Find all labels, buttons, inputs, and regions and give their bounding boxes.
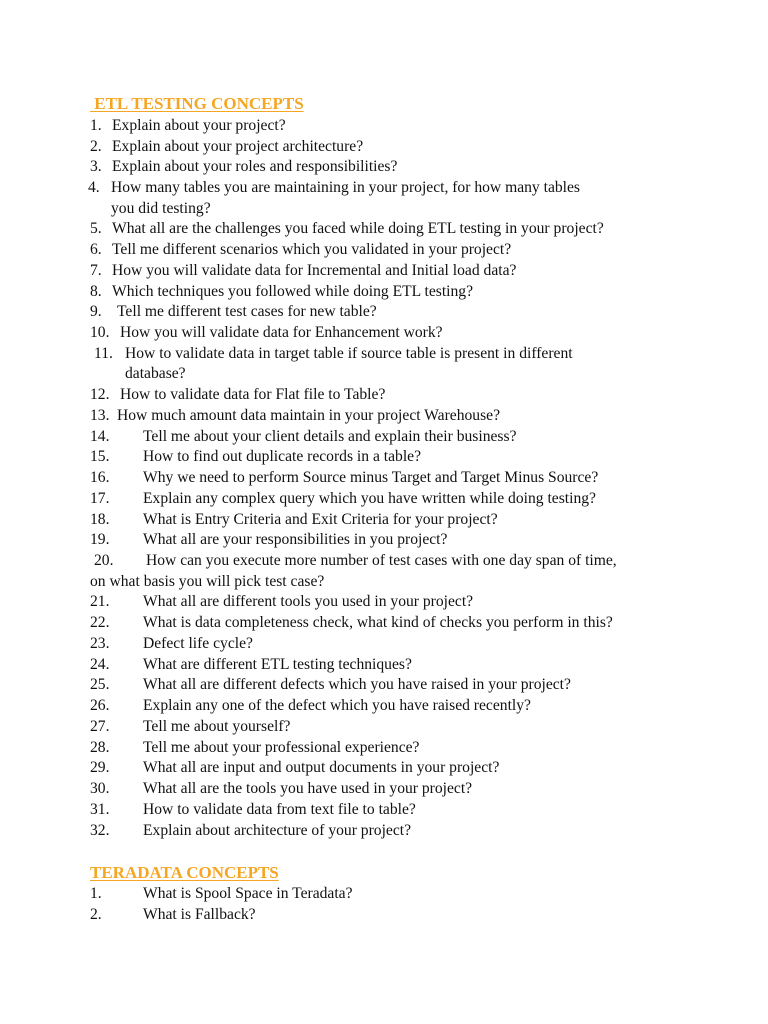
item-number: 22. (90, 614, 110, 631)
list-item (90, 240, 511, 261)
item-text: What is data completeness check, what kind of checks you perform in this? (143, 614, 613, 631)
list-item (90, 323, 443, 344)
item-number: 9. (90, 303, 102, 320)
item-number: 31. (90, 801, 110, 818)
item-number: 6. (90, 241, 102, 258)
item-text: Tell me about your professional experience? (143, 739, 420, 756)
item-text: What are different ETL testing techniques? (143, 656, 412, 673)
list-item (90, 758, 499, 779)
list-item (90, 905, 256, 926)
list-item (90, 302, 377, 323)
item-number: 29. (90, 759, 110, 776)
list-item (90, 261, 516, 282)
list-item (90, 510, 498, 531)
item-text: What all are your responsibilities in you project? (143, 531, 448, 548)
item-number: 32. (90, 822, 110, 839)
item-number: 3. (90, 158, 102, 175)
item-text: on what basis you will pick test case? (90, 573, 325, 590)
item-number: 24. (90, 656, 110, 673)
item-text: Why we need to perform Source minus Target and Target Minus Source? (143, 469, 599, 486)
item-text: Defect life cycle? (143, 635, 253, 652)
item-number: 30. (90, 780, 110, 797)
item-text: How to find out duplicate records in a table? (143, 448, 421, 465)
item-text: How can you execute more number of test cases with one day span of time, (146, 552, 617, 569)
item-text: Explain any one of the defect which you have raised recently? (143, 697, 531, 714)
item-number: 5. (90, 220, 102, 237)
item-text: Tell me about yourself? (143, 718, 291, 735)
list-item (94, 551, 617, 572)
item-text: Tell me different test cases for new table? (117, 303, 377, 320)
item-number: 27. (90, 718, 110, 735)
teradata-section-heading: TERADATA CONCEPTS (90, 863, 279, 882)
item-number: 14. (90, 428, 110, 445)
item-number: 15. (90, 448, 110, 465)
item-text: How to validate data for Flat file to Table? (120, 386, 386, 403)
item-number: 21. (90, 593, 110, 610)
item-number: 1. (90, 117, 102, 134)
list-item (90, 592, 473, 613)
item-text: What all are different tools you used in your project? (143, 593, 474, 610)
list-item (90, 385, 385, 406)
list-item (90, 116, 286, 137)
item-number: 2. (90, 138, 102, 155)
item-number: 8. (90, 283, 102, 300)
item-text: What all are different defects which you have raised in your project? (143, 676, 571, 693)
item-text: Explain about your roles and responsibilities? (112, 158, 398, 175)
list-item (90, 821, 411, 842)
list-item (90, 489, 596, 510)
list-item-continuation (90, 572, 324, 593)
list-item (90, 779, 472, 800)
list-item (90, 800, 416, 821)
list-item (90, 884, 353, 905)
item-text: What is Spool Space in Teradata? (143, 885, 353, 902)
item-number: 16. (90, 469, 110, 486)
list-item (90, 613, 613, 634)
item-number: 4. (88, 179, 100, 196)
item-number: 20. (94, 552, 114, 569)
list-item (90, 468, 598, 489)
item-number: 10. (90, 324, 110, 341)
item-number: 26. (90, 697, 110, 714)
list-item (90, 137, 363, 158)
list-item (90, 717, 290, 738)
list-item (90, 634, 253, 655)
etl-section-heading: ETL TESTING CONCEPTS (90, 94, 304, 113)
item-number: 2. (90, 906, 102, 923)
item-text: Tell me different scenarios which you validated in your project? (112, 241, 512, 258)
list-item (90, 655, 412, 676)
list-item (90, 530, 447, 551)
item-text: How to validate data from text file to table? (143, 801, 416, 818)
item-text: How many tables you are maintaining in your project, for how many tables (111, 179, 580, 196)
list-item (90, 219, 604, 240)
list-item (90, 675, 571, 696)
item-number: 19. (90, 531, 110, 548)
item-text: Explain about architecture of your project? (143, 822, 412, 839)
list-item (90, 696, 531, 717)
item-text: database? (125, 365, 186, 382)
list-item (90, 447, 421, 468)
list-item (88, 178, 580, 199)
item-text: How you will validate data for Enhancement work? (120, 324, 443, 341)
item-number: 28. (90, 739, 110, 756)
item-number: 25. (90, 676, 110, 693)
item-text: Explain about your project? (112, 117, 286, 134)
item-text: Which techniques you followed while doing ETL testing? (112, 283, 474, 300)
item-text: What all are the challenges you faced while doing ETL testing in your project? (112, 220, 604, 237)
item-text: Tell me about your client details and explain their business? (143, 428, 517, 445)
list-item (90, 738, 419, 759)
item-number: 12. (90, 386, 110, 403)
list-item (90, 406, 500, 427)
item-text: How you will validate data for Incremental and Initial load data? (112, 262, 517, 279)
item-text: How much amount data maintain in your project Warehouse? (117, 407, 500, 424)
list-item (90, 157, 397, 178)
item-number: 18. (90, 511, 110, 528)
list-item-continuation (125, 364, 186, 385)
item-number: 13. (90, 407, 110, 424)
item-text: Explain about your project architecture? (112, 138, 364, 155)
list-item (90, 427, 517, 448)
item-text: What all are input and output documents in your project? (143, 759, 500, 776)
list-item (90, 282, 473, 303)
item-number: 23. (90, 635, 110, 652)
list-item-continuation (111, 199, 211, 220)
item-number: 1. (90, 885, 102, 902)
item-number: 7. (90, 262, 102, 279)
item-number: 11. (94, 345, 113, 362)
item-text: What is Entry Criteria and Exit Criteria for your project? (143, 511, 498, 528)
item-text: What all are the tools you have used in your project? (143, 780, 473, 797)
item-text: How to validate data in target table if source table is present in different (125, 345, 573, 362)
item-text: you did testing? (111, 200, 211, 217)
item-text: What is Fallback? (143, 906, 256, 923)
item-text: Explain any complex query which you have written while doing testing? (143, 490, 596, 507)
list-item (94, 344, 573, 365)
item-number: 17. (90, 490, 110, 507)
